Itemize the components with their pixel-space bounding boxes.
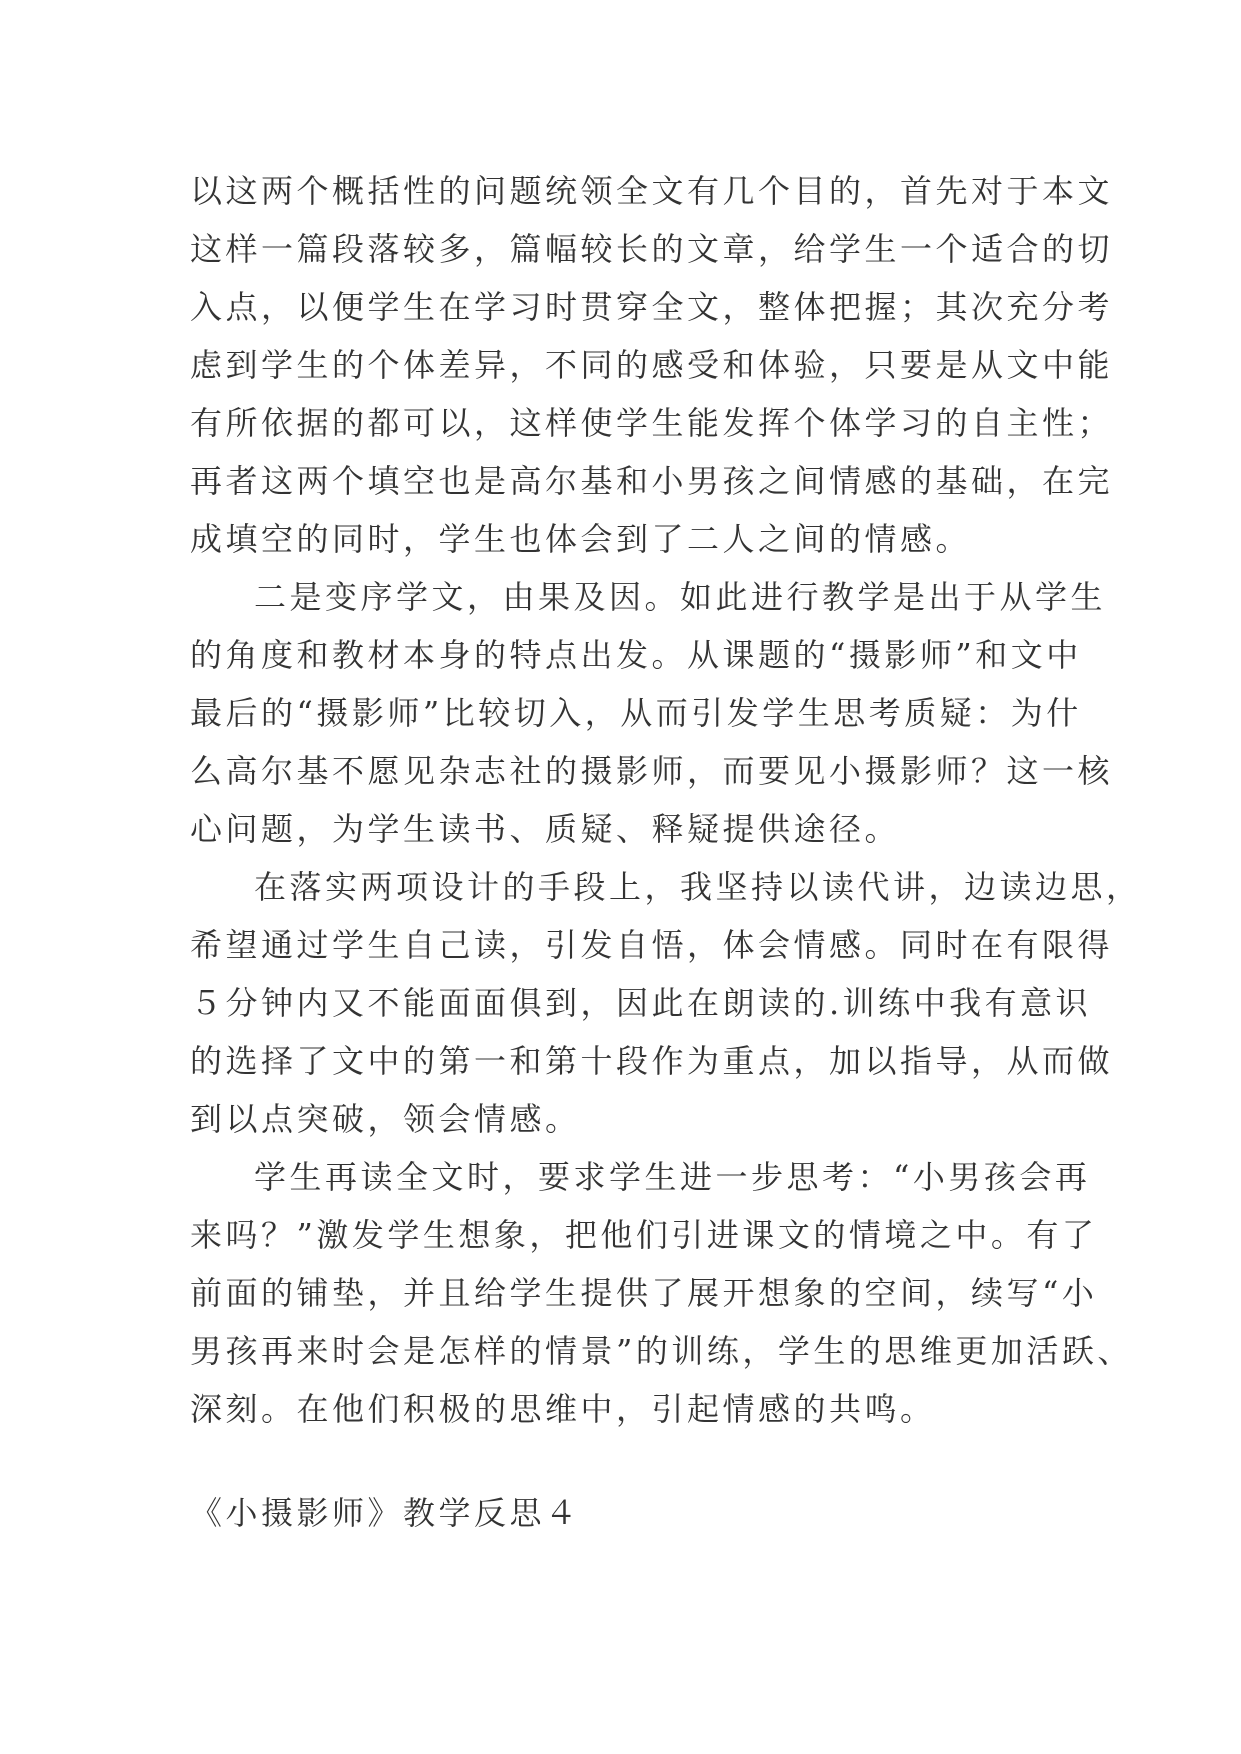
paragraph-line: 入点，以便学生在学习时贯穿全文，整体把握；其次充分考 bbox=[190, 288, 1114, 326]
paragraph-line: 男孩再来时会是怎样的情景”的训练，学生的思维更加活跃、 bbox=[190, 1332, 1133, 1370]
section-heading: 《小摄影师》教学反思４ bbox=[190, 1494, 581, 1532]
paragraph-line: 有所依据的都可以，这样使学生能发挥个体学习的自主性； bbox=[190, 404, 1114, 442]
paragraph-line: 的选择了文中的第一和第十段作为重点，加以指导，从而做 bbox=[190, 1042, 1114, 1080]
paragraph-line: 到以点突破，领会情感。 bbox=[190, 1100, 581, 1138]
paragraph-2 bbox=[190, 568, 1114, 858]
paragraph-line: 虑到学生的个体差异，不同的感受和体验，只要是从文中能 bbox=[190, 346, 1114, 384]
paragraph-line: ５分钟内又不能面面俱到，因此在朗读的.训练中我有意识 bbox=[190, 984, 1092, 1022]
paragraph-line: 么高尔基不愿见杂志社的摄影师，而要见小摄影师？这一核 bbox=[190, 752, 1114, 790]
paragraph-line: 再者这两个填空也是高尔基和小男孩之间情感的基础，在完 bbox=[190, 462, 1114, 500]
paragraph-line: 深刻。在他们积极的思维中，引起情感的共鸣。 bbox=[190, 1390, 936, 1428]
paragraph-3 bbox=[190, 858, 1142, 1148]
document-body bbox=[190, 162, 1142, 1438]
paragraph-line: 这样一篇段落较多，篇幅较长的文章，给学生一个适合的切 bbox=[190, 230, 1114, 268]
paragraph-line: 学生再读全文时，要求学生进一步思考：“小男孩会再 bbox=[254, 1158, 1091, 1196]
paragraph-line: 在落实两项设计的手段上，我坚持以读代讲，边读边思， bbox=[254, 868, 1142, 906]
paragraph-line: 前面的铺垫，并且给学生提供了展开想象的空间，续写“小 bbox=[190, 1274, 1098, 1312]
paragraph-1 bbox=[190, 162, 1114, 568]
paragraph-line: 心问题，为学生读书、质疑、释疑提供途径。 bbox=[190, 810, 901, 848]
paragraph-line: 最后的“摄影师”比较切入，从而引发学生思考质疑：为什 bbox=[190, 694, 1082, 732]
paragraph-line: 的角度和教材本身的特点出发。从课题的“摄影师”和文中 bbox=[190, 636, 1082, 674]
paragraph-line: 二是变序学文，由果及因。如此进行教学是出于从学生 bbox=[254, 578, 1107, 616]
paragraph-4 bbox=[190, 1148, 1133, 1438]
paragraph-line: 希望通过学生自己读，引发自悟，体会情感。同时在有限得 bbox=[190, 926, 1114, 964]
paragraph-line: 成填空的同时，学生也体会到了二人之间的情感。 bbox=[190, 520, 972, 558]
paragraph-line: 以这两个概括性的问题统领全文有几个目的，首先对于本文 bbox=[190, 172, 1114, 210]
paragraph-line: 来吗？”激发学生想象，把他们引进课文的情境之中。有了 bbox=[190, 1216, 1098, 1254]
